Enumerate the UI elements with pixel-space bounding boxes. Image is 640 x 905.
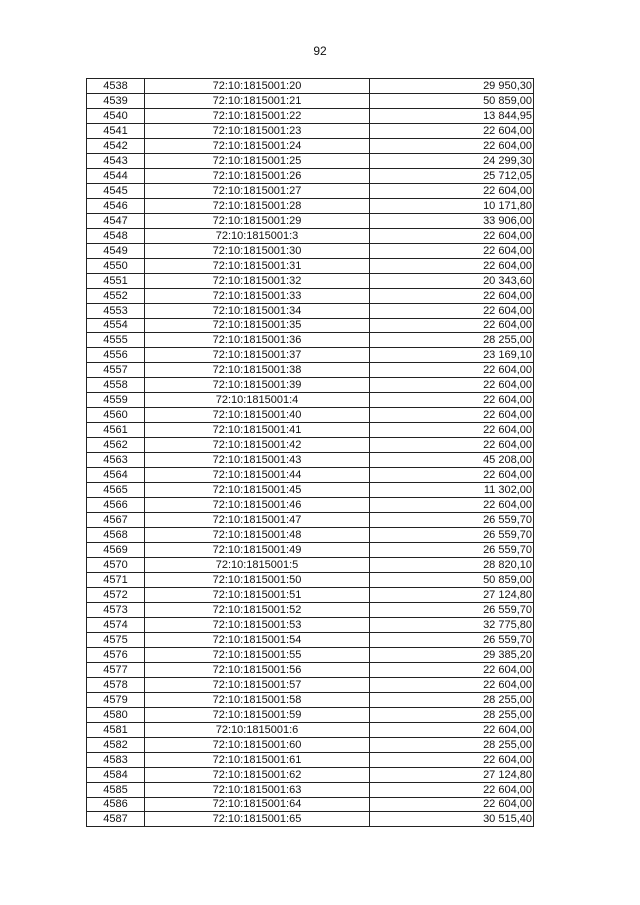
cadastral-number-cell: 72:10:1815001:50 — [145, 572, 370, 587]
cadastral-number-cell: 72:10:1815001:25 — [145, 153, 370, 168]
row-number-cell: 4565 — [87, 483, 145, 498]
cadastral-number-cell: 72:10:1815001:62 — [145, 767, 370, 782]
row-number-cell: 4576 — [87, 647, 145, 662]
cadastral-number-cell: 72:10:1815001:33 — [145, 288, 370, 303]
cadastral-number-cell: 72:10:1815001:48 — [145, 528, 370, 543]
value-cell: 26 559,70 — [370, 528, 534, 543]
row-number-cell: 4569 — [87, 543, 145, 558]
row-number-cell: 4571 — [87, 572, 145, 587]
row-number-cell: 4566 — [87, 498, 145, 513]
table-row — [87, 647, 534, 662]
cadastral-number-cell: 72:10:1815001:52 — [145, 602, 370, 617]
value-cell: 27 124,80 — [370, 587, 534, 602]
table-row — [87, 692, 534, 707]
row-number-cell: 4543 — [87, 153, 145, 168]
table-row — [87, 153, 534, 168]
value-cell: 33 906,00 — [370, 213, 534, 228]
value-cell: 22 604,00 — [370, 722, 534, 737]
table-row — [87, 797, 534, 812]
row-number-cell: 4560 — [87, 408, 145, 423]
row-number-cell: 4540 — [87, 108, 145, 123]
row-number-cell: 4553 — [87, 303, 145, 318]
cadastral-number-cell: 72:10:1815001:24 — [145, 138, 370, 153]
table-row — [87, 183, 534, 198]
cadastral-number-cell: 72:10:1815001:45 — [145, 483, 370, 498]
table-row — [87, 737, 534, 752]
cadastral-number-cell: 72:10:1815001:27 — [145, 183, 370, 198]
row-number-cell: 4551 — [87, 273, 145, 288]
row-number-cell: 4559 — [87, 393, 145, 408]
row-number-cell: 4541 — [87, 123, 145, 138]
value-cell: 27 124,80 — [370, 767, 534, 782]
value-cell: 22 604,00 — [370, 303, 534, 318]
table-row — [87, 812, 534, 827]
value-cell: 22 604,00 — [370, 662, 534, 677]
table-row — [87, 722, 534, 737]
table-row — [87, 632, 534, 647]
value-cell: 25 712,05 — [370, 168, 534, 183]
table-row — [87, 393, 534, 408]
table-row — [87, 333, 534, 348]
value-cell: 22 604,00 — [370, 378, 534, 393]
row-number-cell: 4567 — [87, 513, 145, 528]
cadastral-number-cell: 72:10:1815001:6 — [145, 722, 370, 737]
value-cell: 22 604,00 — [370, 797, 534, 812]
table-row — [87, 363, 534, 378]
cadastral-number-cell: 72:10:1815001:39 — [145, 378, 370, 393]
cadastral-number-cell: 72:10:1815001:26 — [145, 168, 370, 183]
table-row — [87, 498, 534, 513]
table-row — [87, 602, 534, 617]
row-number-cell: 4544 — [87, 168, 145, 183]
table-row — [87, 288, 534, 303]
table-row — [87, 123, 534, 138]
value-cell: 22 604,00 — [370, 408, 534, 423]
cadastral-number-cell: 72:10:1815001:65 — [145, 812, 370, 827]
value-cell: 28 820,10 — [370, 558, 534, 573]
table-row — [87, 318, 534, 333]
value-cell: 45 208,00 — [370, 453, 534, 468]
cadastral-number-cell: 72:10:1815001:64 — [145, 797, 370, 812]
cadastral-number-cell: 72:10:1815001:23 — [145, 123, 370, 138]
cadastral-number-cell: 72:10:1815001:3 — [145, 228, 370, 243]
cadastral-number-cell: 72:10:1815001:60 — [145, 737, 370, 752]
value-cell: 26 559,70 — [370, 602, 534, 617]
row-number-cell: 4574 — [87, 617, 145, 632]
table-row — [87, 707, 534, 722]
value-cell: 26 559,70 — [370, 513, 534, 528]
row-number-cell: 4581 — [87, 722, 145, 737]
table-row — [87, 228, 534, 243]
table-row — [87, 677, 534, 692]
cadastral-number-cell: 72:10:1815001:42 — [145, 438, 370, 453]
row-number-cell: 4564 — [87, 468, 145, 483]
row-number-cell: 4539 — [87, 93, 145, 108]
table-row — [87, 617, 534, 632]
row-number-cell: 4552 — [87, 288, 145, 303]
value-cell: 29 950,30 — [370, 79, 534, 94]
value-cell: 22 604,00 — [370, 423, 534, 438]
value-cell: 11 302,00 — [370, 483, 534, 498]
row-number-cell: 4562 — [87, 438, 145, 453]
cadastral-number-cell: 72:10:1815001:38 — [145, 363, 370, 378]
table-row — [87, 752, 534, 767]
value-cell: 24 299,30 — [370, 153, 534, 168]
page-number: 92 — [313, 44, 327, 58]
value-cell: 28 255,00 — [370, 707, 534, 722]
table-row — [87, 168, 534, 183]
table-row — [87, 543, 534, 558]
table-row — [87, 378, 534, 393]
cadastral-number-cell: 72:10:1815001:31 — [145, 258, 370, 273]
table-row — [87, 79, 534, 94]
cadastral-number-cell: 72:10:1815001:46 — [145, 498, 370, 513]
table-row — [87, 528, 534, 543]
table-row — [87, 453, 534, 468]
row-number-cell: 4545 — [87, 183, 145, 198]
value-cell: 26 559,70 — [370, 632, 534, 647]
row-number-cell: 4557 — [87, 363, 145, 378]
row-number-cell: 4538 — [87, 79, 145, 94]
value-cell: 28 255,00 — [370, 737, 534, 752]
value-cell: 50 859,00 — [370, 93, 534, 108]
row-number-cell: 4587 — [87, 812, 145, 827]
value-cell: 22 604,00 — [370, 318, 534, 333]
row-number-cell: 4550 — [87, 258, 145, 273]
row-number-cell: 4561 — [87, 423, 145, 438]
registry-table — [86, 78, 534, 827]
value-cell: 50 859,00 — [370, 572, 534, 587]
table-row — [87, 558, 534, 573]
cadastral-number-cell: 72:10:1815001:35 — [145, 318, 370, 333]
cadastral-number-cell: 72:10:1815001:37 — [145, 348, 370, 363]
value-cell: 22 604,00 — [370, 677, 534, 692]
value-cell: 22 604,00 — [370, 138, 534, 153]
row-number-cell: 4583 — [87, 752, 145, 767]
row-number-cell: 4577 — [87, 662, 145, 677]
cadastral-number-cell: 72:10:1815001:34 — [145, 303, 370, 318]
value-cell: 22 604,00 — [370, 228, 534, 243]
cadastral-number-cell: 72:10:1815001:47 — [145, 513, 370, 528]
row-number-cell: 4568 — [87, 528, 145, 543]
table-row — [87, 198, 534, 213]
cadastral-number-cell: 72:10:1815001:32 — [145, 273, 370, 288]
table-row — [87, 258, 534, 273]
cadastral-number-cell: 72:10:1815001:44 — [145, 468, 370, 483]
cadastral-number-cell: 72:10:1815001:51 — [145, 587, 370, 602]
cadastral-number-cell: 72:10:1815001:56 — [145, 662, 370, 677]
row-number-cell: 4563 — [87, 453, 145, 468]
row-number-cell: 4546 — [87, 198, 145, 213]
cadastral-number-cell: 72:10:1815001:5 — [145, 558, 370, 573]
cadastral-number-cell: 72:10:1815001:49 — [145, 543, 370, 558]
value-cell: 22 604,00 — [370, 782, 534, 797]
table-row — [87, 213, 534, 228]
cadastral-number-cell: 72:10:1815001:20 — [145, 79, 370, 94]
cadastral-number-cell: 72:10:1815001:30 — [145, 243, 370, 258]
cadastral-number-cell: 72:10:1815001:54 — [145, 632, 370, 647]
table-row — [87, 572, 534, 587]
row-number-cell: 4556 — [87, 348, 145, 363]
cadastral-number-cell: 72:10:1815001:40 — [145, 408, 370, 423]
cadastral-number-cell: 72:10:1815001:63 — [145, 782, 370, 797]
row-number-cell: 4578 — [87, 677, 145, 692]
table-body — [87, 79, 534, 827]
value-cell: 22 604,00 — [370, 498, 534, 513]
table-row — [87, 423, 534, 438]
row-number-cell: 4570 — [87, 558, 145, 573]
table-row — [87, 662, 534, 677]
value-cell: 22 604,00 — [370, 363, 534, 378]
table-row — [87, 767, 534, 782]
value-cell: 28 255,00 — [370, 333, 534, 348]
value-cell: 29 385,20 — [370, 647, 534, 662]
value-cell: 22 604,00 — [370, 288, 534, 303]
row-number-cell: 4575 — [87, 632, 145, 647]
value-cell: 13 844,95 — [370, 108, 534, 123]
row-number-cell: 4584 — [87, 767, 145, 782]
cadastral-number-cell: 72:10:1815001:21 — [145, 93, 370, 108]
table-row — [87, 138, 534, 153]
cadastral-number-cell: 72:10:1815001:28 — [145, 198, 370, 213]
value-cell: 22 604,00 — [370, 752, 534, 767]
value-cell: 22 604,00 — [370, 123, 534, 138]
row-number-cell: 4547 — [87, 213, 145, 228]
cadastral-number-cell: 72:10:1815001:4 — [145, 393, 370, 408]
table-row — [87, 273, 534, 288]
row-number-cell: 4585 — [87, 782, 145, 797]
cadastral-number-cell: 72:10:1815001:41 — [145, 423, 370, 438]
row-number-cell: 4549 — [87, 243, 145, 258]
table-row — [87, 468, 534, 483]
table-row — [87, 408, 534, 423]
value-cell: 26 559,70 — [370, 543, 534, 558]
table-row — [87, 483, 534, 498]
value-cell: 20 343,60 — [370, 273, 534, 288]
row-number-cell: 4573 — [87, 602, 145, 617]
cadastral-number-cell: 72:10:1815001:57 — [145, 677, 370, 692]
row-number-cell: 4542 — [87, 138, 145, 153]
table-row — [87, 348, 534, 363]
table-row — [87, 587, 534, 602]
value-cell: 32 775,80 — [370, 617, 534, 632]
value-cell: 30 515,40 — [370, 812, 534, 827]
value-cell: 22 604,00 — [370, 438, 534, 453]
cadastral-number-cell: 72:10:1815001:59 — [145, 707, 370, 722]
value-cell: 22 604,00 — [370, 243, 534, 258]
row-number-cell: 4586 — [87, 797, 145, 812]
value-cell: 22 604,00 — [370, 393, 534, 408]
table-row — [87, 513, 534, 528]
row-number-cell: 4579 — [87, 692, 145, 707]
value-cell: 22 604,00 — [370, 468, 534, 483]
cadastral-number-cell: 72:10:1815001:22 — [145, 108, 370, 123]
cadastral-number-cell: 72:10:1815001:36 — [145, 333, 370, 348]
value-cell: 22 604,00 — [370, 183, 534, 198]
table-row — [87, 93, 534, 108]
cadastral-number-cell: 72:10:1815001:43 — [145, 453, 370, 468]
row-number-cell: 4572 — [87, 587, 145, 602]
row-number-cell: 4558 — [87, 378, 145, 393]
table-row — [87, 108, 534, 123]
table-row — [87, 243, 534, 258]
value-cell: 23 169,10 — [370, 348, 534, 363]
cadastral-number-cell: 72:10:1815001:53 — [145, 617, 370, 632]
row-number-cell: 4582 — [87, 737, 145, 752]
row-number-cell: 4580 — [87, 707, 145, 722]
table-row — [87, 438, 534, 453]
table-row — [87, 782, 534, 797]
table-row — [87, 303, 534, 318]
cadastral-number-cell: 72:10:1815001:61 — [145, 752, 370, 767]
row-number-cell: 4555 — [87, 333, 145, 348]
row-number-cell: 4554 — [87, 318, 145, 333]
cadastral-number-cell: 72:10:1815001:29 — [145, 213, 370, 228]
value-cell: 10 171,80 — [370, 198, 534, 213]
value-cell: 28 255,00 — [370, 692, 534, 707]
value-cell: 22 604,00 — [370, 258, 534, 273]
cadastral-number-cell: 72:10:1815001:58 — [145, 692, 370, 707]
cadastral-number-cell: 72:10:1815001:55 — [145, 647, 370, 662]
row-number-cell: 4548 — [87, 228, 145, 243]
